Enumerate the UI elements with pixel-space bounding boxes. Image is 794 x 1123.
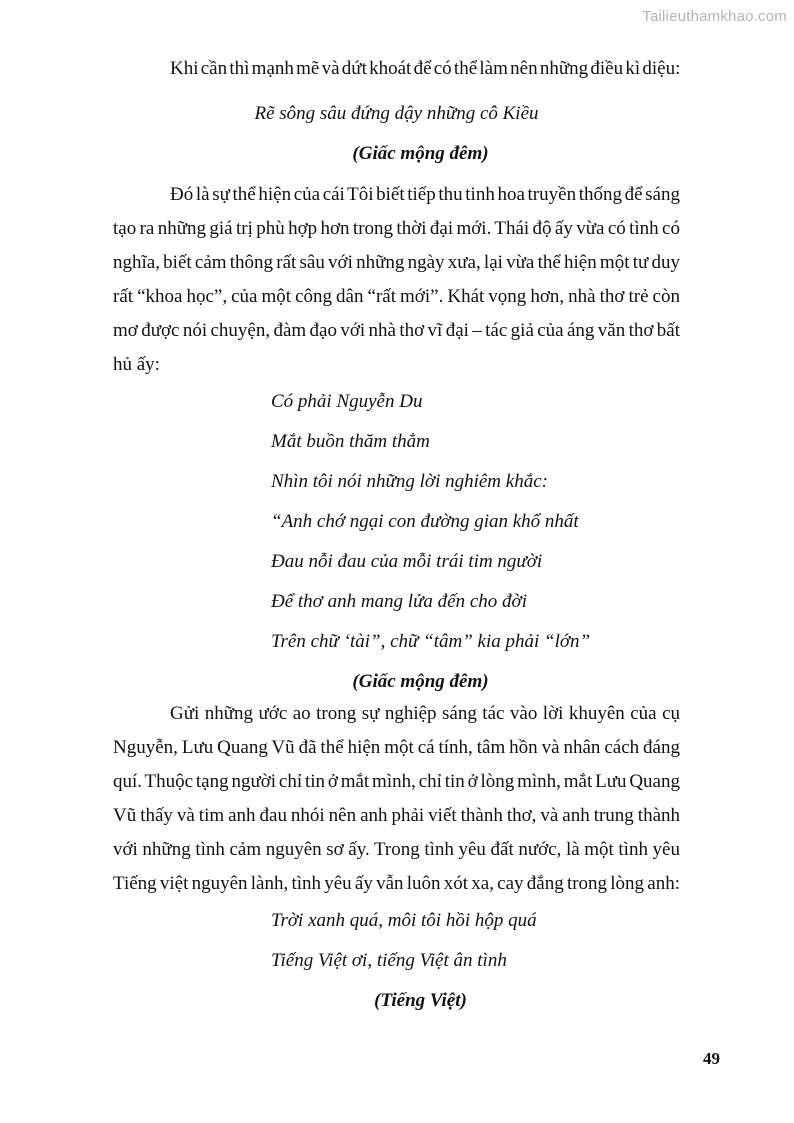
paragraph-line: Tiếng việt nguyên lành, tình yêu ấy vẫn luôn xót xa, cay đắng trong lòng anh: xyxy=(113,873,680,894)
paragraph-line: Đó là sự thể hiện của cái Tôi biết tiếp thu tinh hoa truyền thống để sáng xyxy=(170,184,680,205)
poem-line: Trời xanh quá, môi tôi hồi hộp quá xyxy=(271,910,537,931)
poem-line: Nhìn tôi nói những lời nghiêm khắc: xyxy=(271,471,548,492)
paragraph-line: rất “khoa học”, của một công dân “rất mới”. Khát vọng hơn, nhà thơ trẻ còn xyxy=(113,286,680,307)
paragraph-line: mơ được nói chuyện, đàm đạo với nhà thơ vĩ đại – tác giả của áng văn thơ bất xyxy=(113,320,680,341)
paragraph-1 xyxy=(113,52,680,86)
poem-line: Để thơ anh mang lửa đến cho đời xyxy=(271,591,527,612)
page-number: 49 xyxy=(703,1049,720,1068)
paragraph-line: hủ ấy: xyxy=(113,354,160,375)
poem-block-2 xyxy=(113,901,680,1021)
paragraph-line: nghĩa, biết cảm thông rất sâu với những ngày xưa, lại vừa thể hiện một tư duy xyxy=(113,252,680,273)
site-watermark: Tailieuthamkhao.com xyxy=(642,8,787,25)
page-content xyxy=(113,0,680,1021)
paragraph-line: tạo ra những giá trị phù hợp hơn trong thời đại mới. Thái độ ấy vừa có tình có xyxy=(113,218,680,239)
poem-line: Đau nỗi đau của mỗi trái tim người xyxy=(271,551,543,572)
poem-line: Có phải Nguyễn Du xyxy=(271,391,423,412)
poem-attribution: (Tiếng Việt) xyxy=(374,990,467,1011)
paragraph-line: quí. Thuộc tạng người chỉ tin ở mắt mình, chỉ tin ở lòng mình, mắt Lưu Quang xyxy=(113,771,680,792)
poem-attribution: (Giấc mộng đêm) xyxy=(352,671,489,692)
poem-block-1 xyxy=(113,382,680,702)
poem-line: Trên chữ ‘tài”, chữ “tâm” kia phải “lớn” xyxy=(271,631,591,652)
poem-line: Mắt buồn thăm thẳm xyxy=(271,431,430,452)
paragraph-line: Vũ thấy và tim anh đau nhói nên anh phải viết thành thơ, và anh trung thành xyxy=(113,805,680,826)
paragraph-line: Khi cần thì mạnh mẽ và dứt khoát để có thể làm nên những điều kì diệu: xyxy=(170,58,681,79)
paragraph-3 xyxy=(113,697,680,901)
poem-attribution: (Giấc mộng đêm) xyxy=(352,143,489,164)
poem-line: Rẽ sông sâu đứng dậy những cô Kiều xyxy=(254,103,539,124)
poem-line: Tiếng Việt ơi, tiếng Việt ân tình xyxy=(271,950,507,971)
paragraph-line: với những tình cảm nguyên sơ ấy. Trong tình yêu đất nước, là một tình yêu xyxy=(113,839,680,860)
poem-line: “Anh chớ ngại con đường gian khổ nhất xyxy=(271,511,579,532)
paragraph-line: Nguyễn, Lưu Quang Vũ đã thể hiện một cá tính, tâm hồn và nhân cách đáng xyxy=(113,737,680,758)
paragraph-line: Gửi những ước ao trong sự nghiệp sáng tác vào lời khuyên của cụ xyxy=(170,703,680,724)
paragraph-2 xyxy=(113,178,680,382)
